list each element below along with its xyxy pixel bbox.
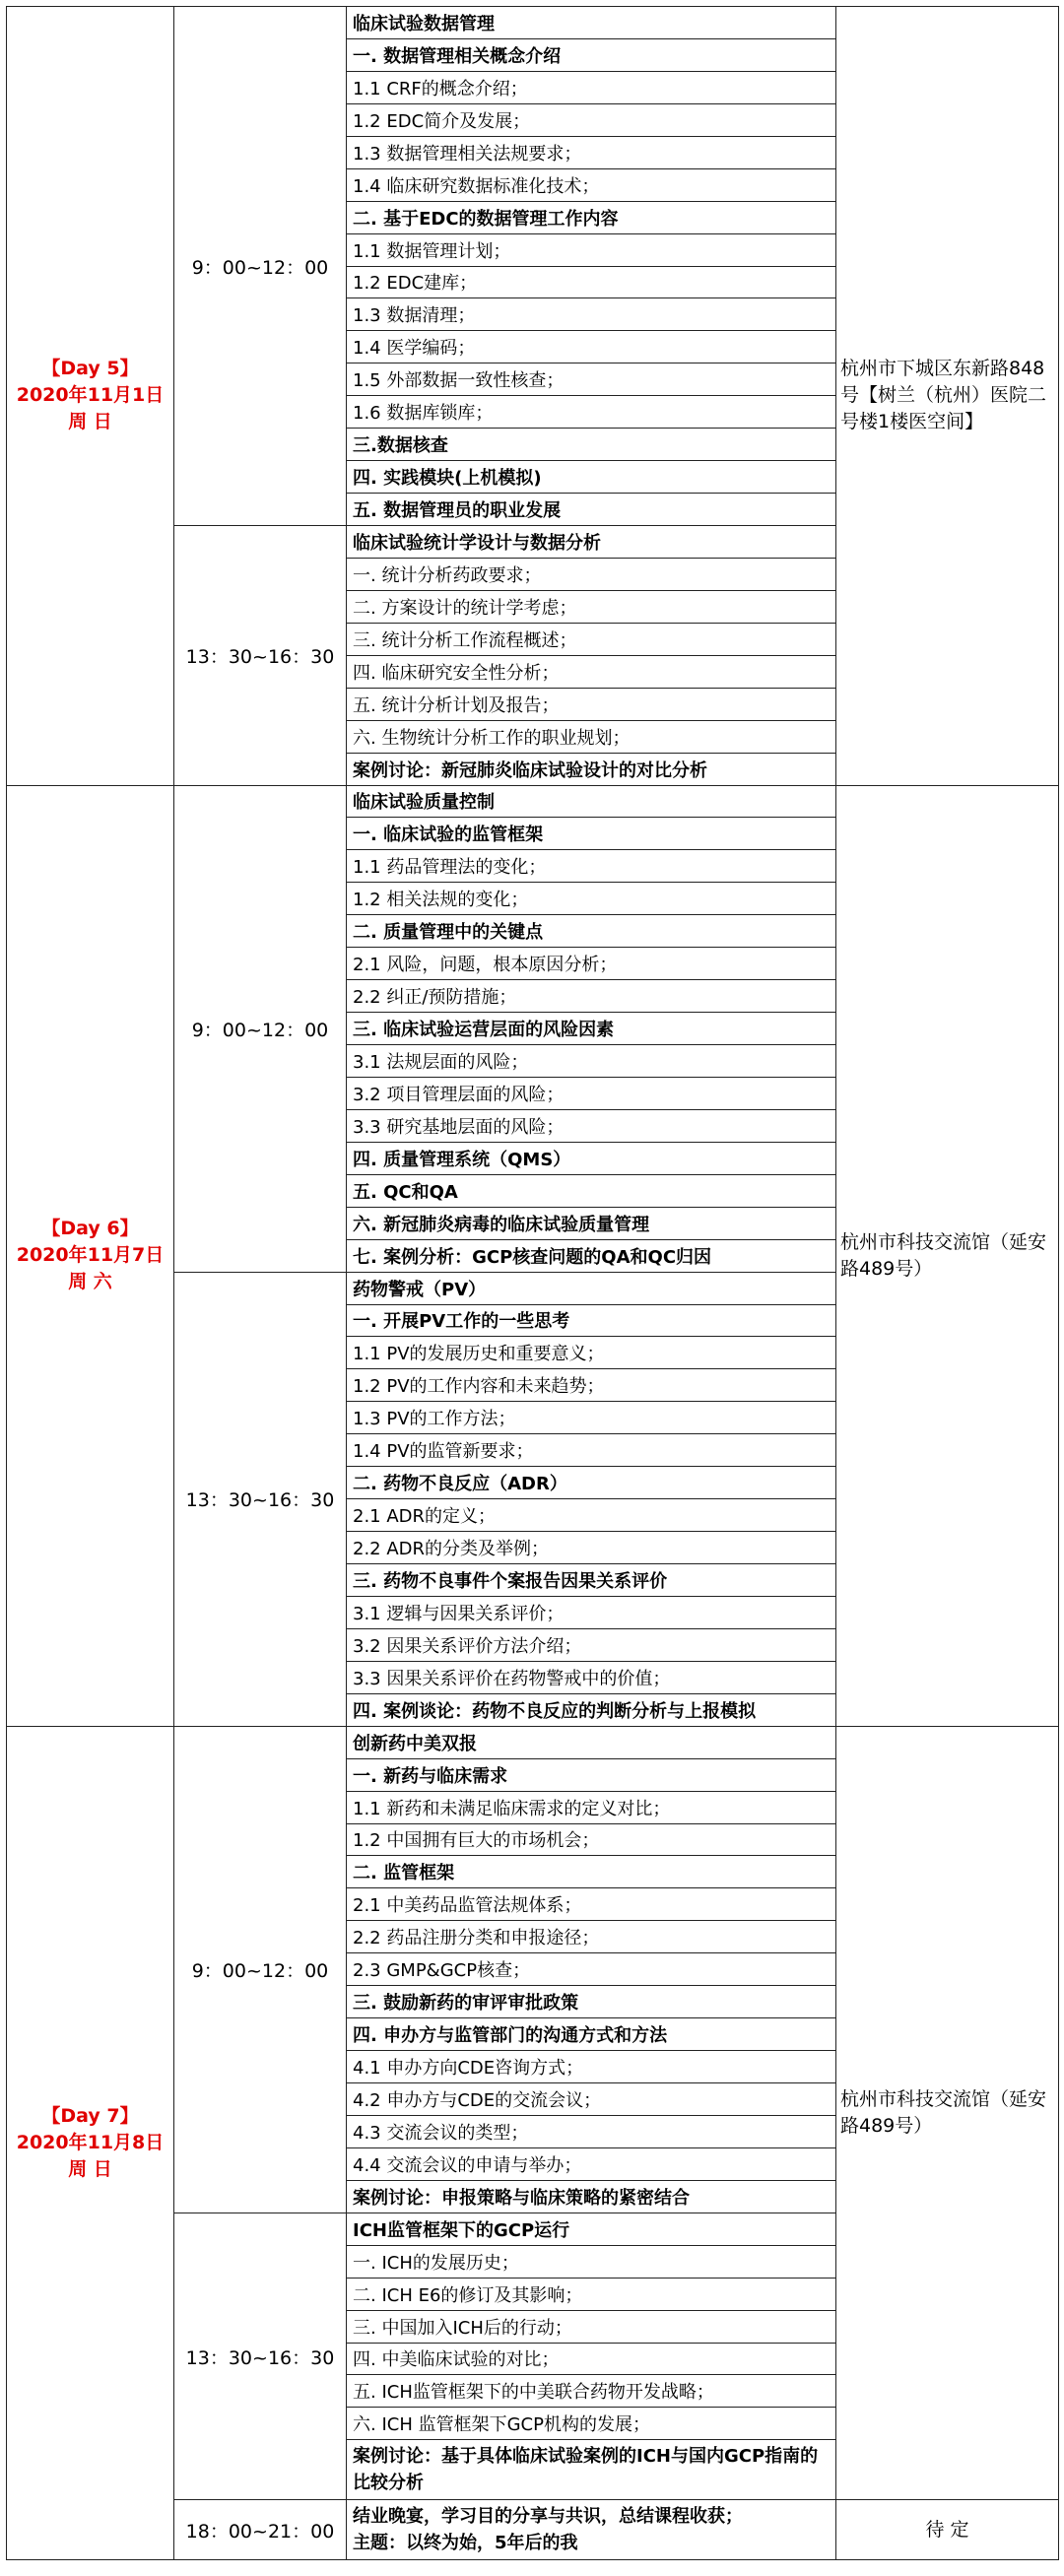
- day-weekday: 周 六: [68, 1271, 112, 1293]
- agenda-item: 创新药中美双报: [347, 1726, 836, 1758]
- agenda-item: 一. 临床试验的监管框架: [347, 818, 836, 850]
- agenda-item: 四. 中美临床试验的对比；: [347, 2343, 836, 2375]
- agenda-item: 四. 实践模块(上机模拟): [347, 461, 836, 494]
- agenda-item: 2.1 ADR的定义；: [347, 1499, 836, 1532]
- evening-line: 结业晚宴，学习目的分享与共识，总结课程收获；: [353, 2506, 743, 2528]
- agenda-item: 二. 质量管理中的关键点: [347, 915, 836, 948]
- agenda-item: 五. ICH监管框架下的中美联合药物开发战略；: [347, 2375, 836, 2408]
- agenda-item: 1.4 临床研究数据标准化技术；: [347, 168, 836, 201]
- agenda-item: 2.2 药品注册分类和申报途径；: [347, 1921, 836, 1953]
- agenda-item: 1.1 PV的发展历史和重要意义；: [347, 1337, 836, 1369]
- agenda-item: 七. 案例分析：GCP核查问题的QA和QC归因: [347, 1239, 836, 1272]
- agenda-item: 一. ICH的发展历史；: [347, 2245, 836, 2278]
- agenda-item: 五. 统计分析计划及报告；: [347, 688, 836, 720]
- session-time: 13：30~16：30: [174, 1272, 347, 1726]
- agenda-item: 六. ICH 监管框架下GCP机构的发展；: [347, 2408, 836, 2440]
- agenda-item: 1.1 CRF的概念介绍；: [347, 71, 836, 103]
- agenda-item: 2.1 中美药品监管法规体系；: [347, 1888, 836, 1921]
- agenda-item: 四. 申办方与监管部门的沟通方式和方法: [347, 2018, 836, 2051]
- agenda-item: 二. 方案设计的统计学考虑；: [347, 590, 836, 623]
- agenda-item: 案例讨论：申报策略与临床策略的紧密结合: [347, 2180, 836, 2213]
- schedule-row: [7, 7, 1059, 39]
- session-time: 9：00~12：00: [174, 1726, 347, 2213]
- agenda-item: 1.2 相关法规的变化；: [347, 883, 836, 915]
- session-time: 13：30~16：30: [174, 2213, 347, 2500]
- agenda-item: 1.1 数据管理计划；: [347, 233, 836, 266]
- agenda-item: 四. 案例谈论：药物不良反应的判断分析与上报模拟: [347, 1693, 836, 1726]
- agenda-item: 三. 统计分析工作流程概述；: [347, 623, 836, 655]
- agenda-item: 五. 数据管理员的职业发展: [347, 494, 836, 526]
- agenda-item: 案例讨论：基于具体临床试验案例的ICH与国内GCP指南的比较分析: [347, 2440, 836, 2500]
- agenda-item: 三.数据核查: [347, 429, 836, 461]
- agenda-item: 三. 药物不良事件个案报告因果关系评价: [347, 1564, 836, 1597]
- day-weekday: 周 日: [68, 411, 112, 433]
- agenda-item: 1.4 PV的监管新要求；: [347, 1434, 836, 1467]
- agenda-item: 六. 生物统计分析工作的职业规划；: [347, 720, 836, 753]
- agenda-item: 1.6 数据库锁库；: [347, 396, 836, 429]
- agenda-item: ICH监管框架下的GCP运行: [347, 2213, 836, 2245]
- agenda-item: 1.2 中国拥有巨大的市场机会；: [347, 1823, 836, 1856]
- session-time: 9：00~12：00: [174, 785, 347, 1272]
- agenda-item: 临床试验统计学设计与数据分析: [347, 526, 836, 559]
- agenda-item: 1.5 外部数据一致性核查；: [347, 363, 836, 396]
- agenda-item: 2.3 GMP&GCP核查；: [347, 1953, 836, 1986]
- agenda-item: 三. 中国加入ICH后的行动；: [347, 2310, 836, 2343]
- agenda-item: 四. 质量管理系统（QMS）: [347, 1142, 836, 1174]
- agenda-item: 2.2 纠正/预防措施；: [347, 980, 836, 1013]
- venue-location: 杭州市科技交流馆（延安路489号）: [836, 1726, 1059, 2500]
- agenda-item: 3.1 逻辑与因果关系评价；: [347, 1596, 836, 1628]
- agenda-item: 1.4 医学编码；: [347, 331, 836, 363]
- agenda-item: 一. 统计分析药政要求；: [347, 558, 836, 590]
- schedule-table: [6, 6, 1059, 2560]
- agenda-item: 二. 药物不良反应（ADR）: [347, 1467, 836, 1499]
- agenda-item: 3.2 项目管理层面的风险；: [347, 1077, 836, 1109]
- agenda-item: 1.3 数据清理；: [347, 298, 836, 331]
- agenda-item: 1.3 PV的工作方法；: [347, 1402, 836, 1434]
- day-date: 2020年11月8日: [16, 2132, 165, 2153]
- schedule-row: [7, 785, 1059, 818]
- session-time: 9：00~12：00: [174, 7, 347, 526]
- agenda-item: 1.2 EDC建库；: [347, 266, 836, 298]
- agenda-item: 4.4 交流会议的申请与举办；: [347, 2147, 836, 2180]
- day-cell: [7, 7, 174, 786]
- agenda-item: 三. 临床试验运营层面的风险因素: [347, 1013, 836, 1045]
- agenda-item: 4.1 申办方向CDE咨询方式；: [347, 2051, 836, 2083]
- agenda-item: 一. 数据管理相关概念介绍: [347, 38, 836, 71]
- agenda-item: 药物警戒（PV）: [347, 1272, 836, 1304]
- day-weekday: 周 日: [68, 2158, 112, 2180]
- agenda-item: 二. 基于EDC的数据管理工作内容: [347, 201, 836, 233]
- agenda-item: 3.2 因果关系评价方法介绍；: [347, 1628, 836, 1661]
- agenda-item: 1.2 PV的工作内容和未来趋势；: [347, 1369, 836, 1402]
- agenda-item: 4.2 申办方与CDE的交流会议；: [347, 2083, 836, 2116]
- evening-line: 主题：以终为始，5年后的我: [353, 2533, 578, 2554]
- agenda-item: 临床试验数据管理: [347, 7, 836, 39]
- session-time: 13：30~16：30: [174, 526, 347, 786]
- schedule-row: [7, 1726, 1059, 1758]
- agenda-item: 二. ICH E6的修订及其影响；: [347, 2278, 836, 2310]
- agenda-item: 3.3 研究基地层面的风险；: [347, 1109, 836, 1142]
- day-label: 【Day 5】: [41, 358, 139, 380]
- agenda-item: 四. 临床研究安全性分析；: [347, 655, 836, 688]
- agenda-item: 3.3 因果关系评价在药物警戒中的价值；: [347, 1661, 836, 1693]
- agenda-item: 六. 新冠肺炎病毒的临床试验质量管理: [347, 1207, 836, 1239]
- agenda-item: 五. QC和QA: [347, 1174, 836, 1207]
- agenda-item: 2.1 风险，问题，根本原因分析；: [347, 948, 836, 980]
- evening-time: 18：00~21：00: [174, 2500, 347, 2560]
- agenda-item: 三. 鼓励新药的审评审批政策: [347, 1986, 836, 2018]
- day-date: 2020年11月1日: [16, 384, 165, 407]
- agenda-item: 案例讨论：新冠肺炎临床试验设计的对比分析: [347, 753, 836, 785]
- agenda-item: 3.1 法规层面的风险；: [347, 1045, 836, 1078]
- day-cell: [7, 785, 174, 1726]
- venue-location: 杭州市下城区东新路848号【树兰（杭州）医院二号楼1楼医空间】: [836, 7, 1059, 786]
- agenda-item: 2.2 ADR的分类及举例；: [347, 1532, 836, 1564]
- agenda-item: 二. 监管框架: [347, 1856, 836, 1888]
- agenda-item: 一. 开展PV工作的一些思考: [347, 1304, 836, 1337]
- day-label: 【Day 6】: [41, 1218, 139, 1240]
- agenda-item: 1.3 数据管理相关法规要求；: [347, 136, 836, 168]
- agenda-item: 1.2 EDC简介及发展；: [347, 103, 836, 136]
- day-date: 2020年11月7日: [16, 1244, 165, 1267]
- agenda-item: 1.1 药品管理法的变化；: [347, 850, 836, 883]
- agenda-item: 4.3 交流会议的类型；: [347, 2115, 836, 2147]
- evening-location: 待 定: [836, 2500, 1059, 2560]
- agenda-item: 1.1 新药和未满足临床需求的定义对比；: [347, 1791, 836, 1823]
- evening-agenda: [347, 2500, 836, 2560]
- agenda-item: 临床试验质量控制: [347, 785, 836, 818]
- day-cell: [7, 1726, 174, 2560]
- venue-location: 杭州市科技交流馆（延安路489号）: [836, 785, 1059, 1726]
- day-label: 【Day 7】: [41, 2105, 139, 2127]
- agenda-item: 一. 新药与临床需求: [347, 1758, 836, 1791]
